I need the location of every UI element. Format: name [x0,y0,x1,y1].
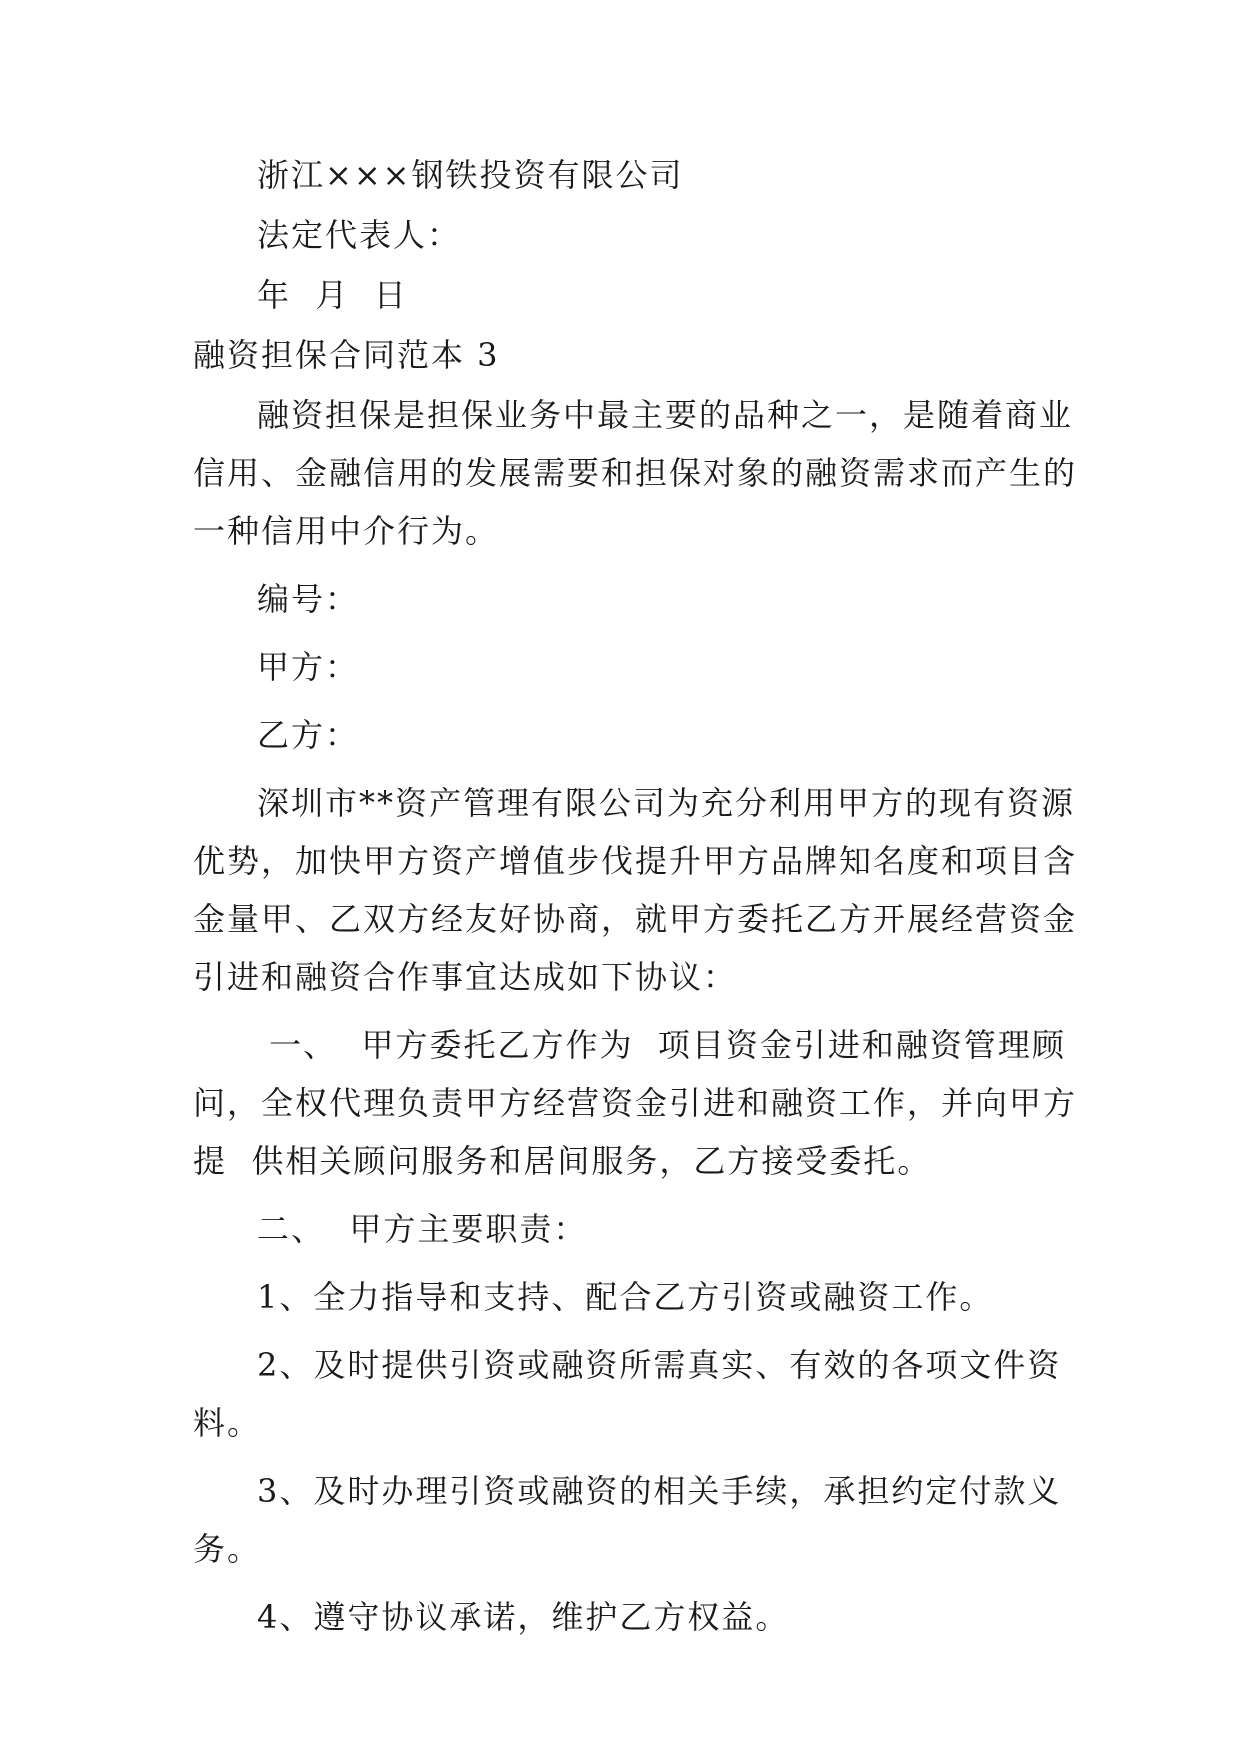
duty-item-continuation: 料。 [193,1404,262,1442]
duty-item: 3、及时办理引资或融资的相关手续，承担约定付款义 [257,1472,1062,1510]
preamble-line: 引进和融资合作事宜达成如下协议： [193,958,738,996]
number-field-label: 编号： [257,580,360,618]
signature-date: 年 月 日 [257,276,408,314]
clause-one-line: 提 供相关顾问服务和居间服务，乙方接受委托。 [193,1142,932,1180]
section-title: 融资担保合同范本 3 [193,336,500,374]
duty-item-continuation: 务。 [193,1530,262,1568]
preamble-line: 深圳市**资产管理有限公司为充分利用甲方的现有资源 [257,784,1076,822]
duty-item: 4、遵守协议承诺，维护乙方权益。 [257,1598,790,1636]
duty-item: 2、及时提供引资或融资所需真实、有效的各项文件资 [257,1346,1062,1384]
clause-one-line: 一、 甲方委托乙方作为 项目资金引进和融资管理顾 [257,1026,1066,1064]
preamble-line: 金量甲、乙双方经友好协商，就甲方委托乙方开展经营资金 [193,900,1078,938]
intro-line: 融资担保是担保业务中最主要的品种之一，是随着商业 [257,396,1074,434]
intro-line: 信用、金融信用的发展需要和担保对象的融资需求而产生的 [193,454,1078,492]
preamble-line: 优势，加快甲方资产增值步伐提升甲方品牌知名度和项目含 [193,842,1078,880]
signature-company: 浙江×××钢铁投资有限公司 [257,156,684,194]
clause-two-title: 二、 甲方主要职责： [257,1210,588,1248]
signature-legal-rep: 法定代表人： [257,216,462,254]
party-b-label: 乙方： [257,716,360,754]
duty-item: 1、全力指导和支持、配合乙方引资或融资工作。 [257,1278,994,1316]
intro-line: 一种信用中介行为。 [193,512,500,550]
party-a-label: 甲方： [257,648,360,686]
clause-one-line: 问，全权代理负责甲方经营资金引进和融资工作，并向甲方 [193,1084,1078,1122]
document-body [193,155,1078,1637]
